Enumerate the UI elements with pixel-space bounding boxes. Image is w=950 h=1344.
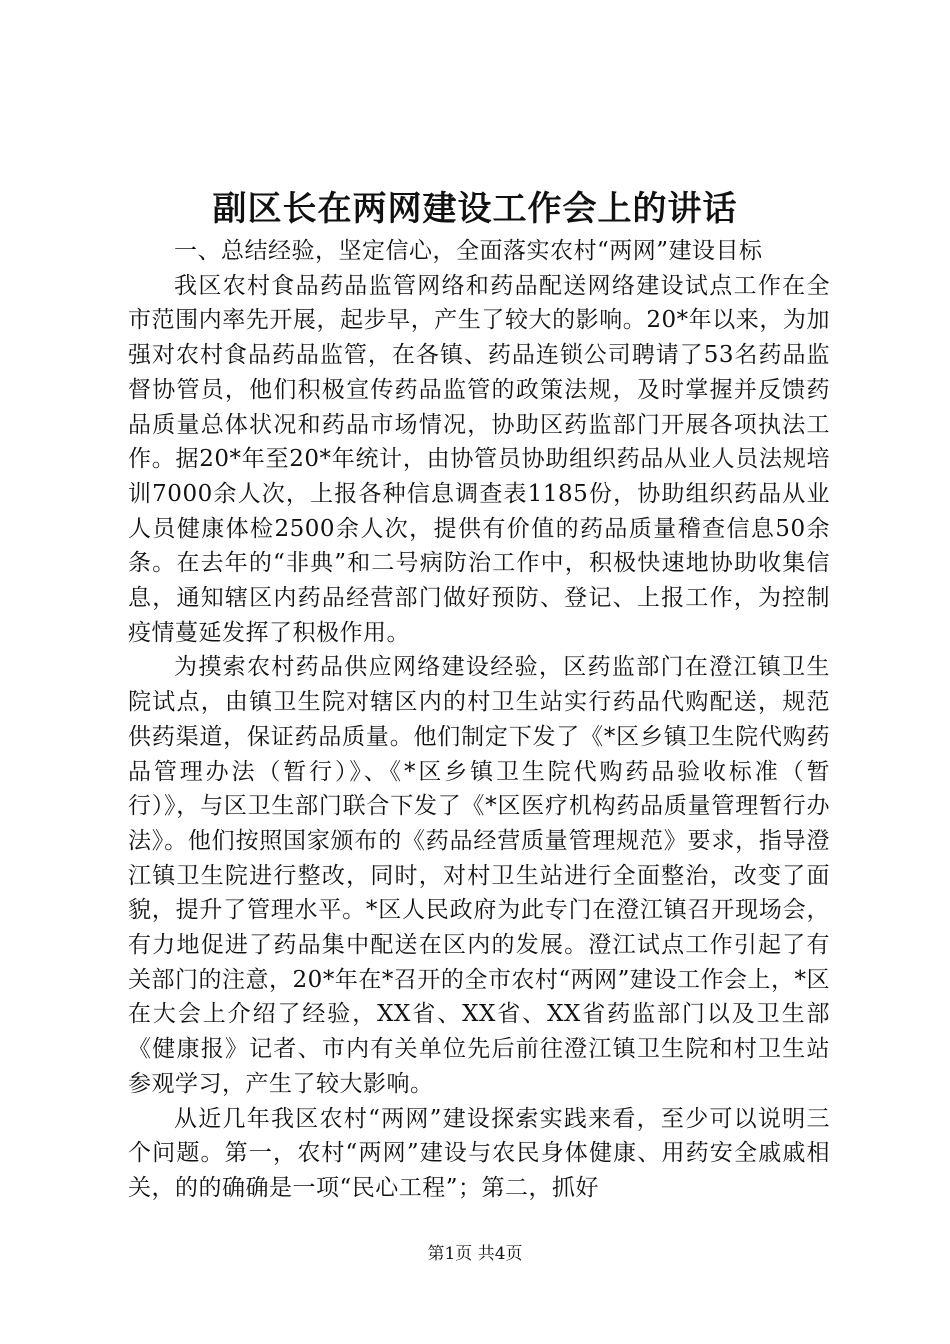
body-paragraph: 从近几年我区农村“两网”建设探索实践来看，至少可以说明三个问题。第一，农村“两网”建设与农民身体健康、用药安全戚戚相关，的的确确是一项“民心工程”；第二，抓好 xyxy=(128,1105,830,1201)
body-paragraph: 为摸索农村药品供应网络建设经验，区药监部门在澄江镇卫生院试点，由镇卫生院对辖区内的村卫生站实行药品代购配送，规范供药渠道，保证药品质量。他们制定下发了《*区乡镇卫生院代购药品管理办法（暂行）》、《*区乡镇卫生院代购药品验收标准（暂行）》，与区卫生部门联合下发了《*区医疗机构药品质量管理暂行办法》。他们按照国家颁布的《药品经营质量管理规范》要求，指导澄江镇卫生院进行整改，同时，对村卫生站进行全面整治，改变了面貌，提升了管理水平。*区人民政府为此专门在澄江镇召开现场会，有力地促进了药品集中配送在区内的发展。澄江试点工作引起了有关部门的注意，20*年在*召开的全市农村“两网”建设工作会上，*区在大会上介绍了经验，XX省、XX省、XX省药监部门以及卫生部《健康报》记者、市内有关单位先后前往澄江镇卫生院和村卫生站参观学习，产生了较大影响。 xyxy=(128,654,830,1097)
document-title: 副区长在两网建设工作会上的讲话 xyxy=(212,189,738,229)
document-body xyxy=(128,234,830,1206)
section-heading: 一、总结经验，坚定信心，全面落实农村“两网”建设目标 xyxy=(174,238,763,264)
body-paragraph: 我区农村食品药品监管网络和药品配送网络建设试点工作在全市范围内率先开展，起步早，产生了较大的影响。20*年以来，为加强对农村食品药品监管，在各镇、药品连锁公司聘请了53名药品监督协管员，他们积极宣传药品监管的政策法规，及时掌握并反馈药品质量总体状况和药品市场情况，协助区药监部门开展各项执法工作。据20*年至20*年统计，由协管员协助组织药品从业人员法规培训7000余人次，上报各种信息调查表1185份，协助组织药品从业人员健康体检2500余人次，提供有价值的药品质量稽查信息50余条。在去年的“非典”和二号病防治工作中，积极快速地协助收集信息，通知辖区内药品经营部门做好预防、登记、上报工作，为控制疫情蔓延发挥了积极作用。 xyxy=(128,272,830,646)
page-footer: 第1页 共4页 xyxy=(427,1244,523,1264)
